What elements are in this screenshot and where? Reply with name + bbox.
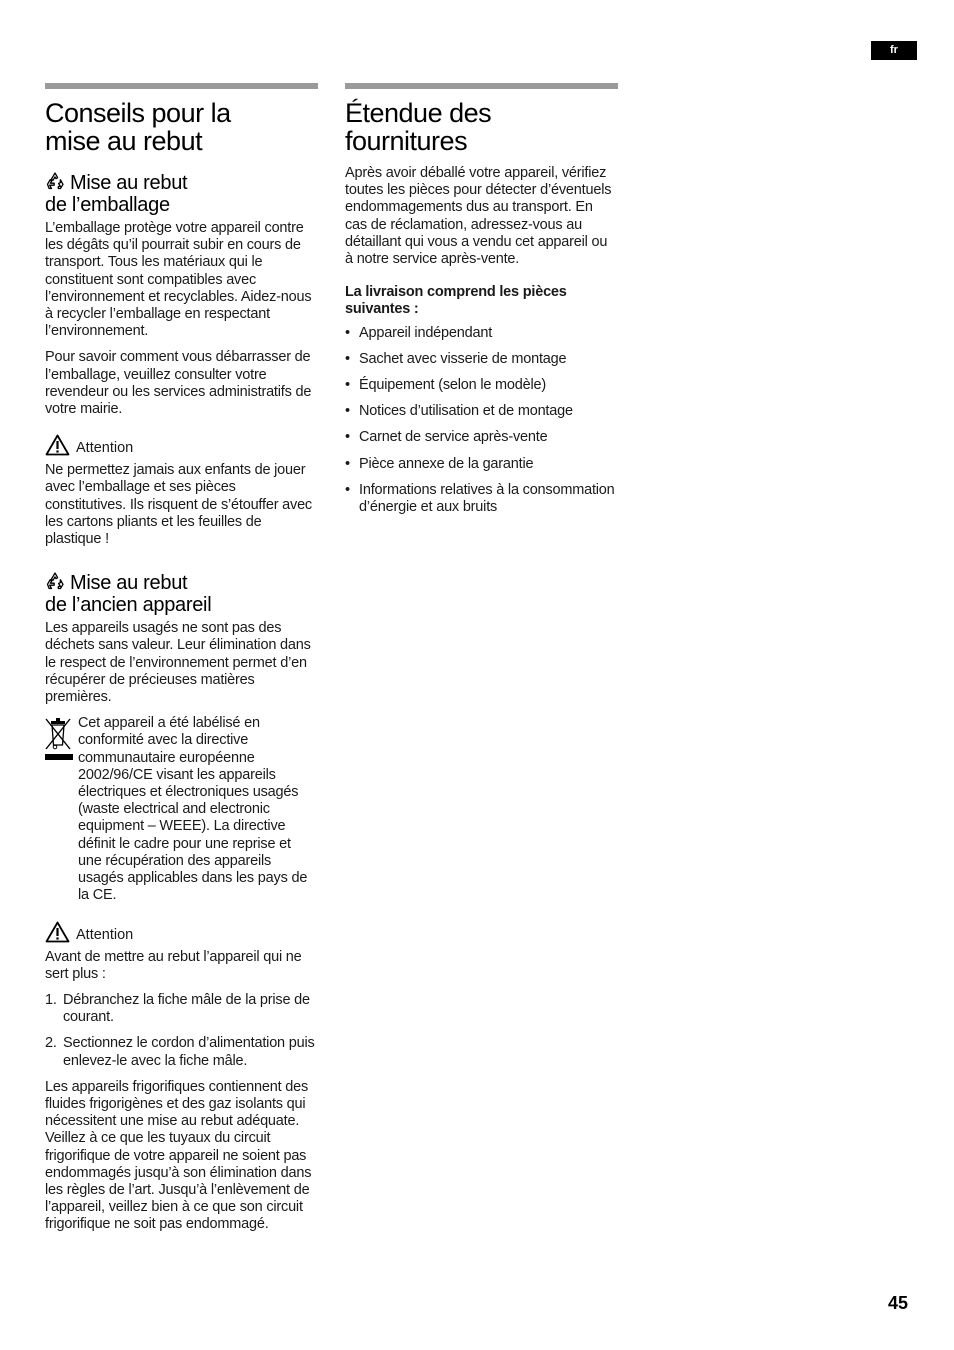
warning-icon <box>45 434 70 456</box>
warning-icon <box>45 921 70 943</box>
list-item: • Carnet de service après-vente <box>345 429 548 446</box>
paragraph: Après avoir déballé votre appareil, vérifiez toutes les pièces pour détecter d’éventuels endommagements dus au transport. En cas de réclamation, adressez-vous au détaillant qui vous a vendu cet appareil ou à notre service après-vente. <box>345 165 612 268</box>
list-item: • Équipement (selon le modèle) <box>345 377 547 394</box>
list-item: 2. Sectionnez le cordon d’alimentation puis enlevez-le avec la fiche mâle. <box>45 1035 315 1069</box>
recycle-icon <box>45 571 65 591</box>
language-tag: fr <box>871 41 917 60</box>
paragraph: Pour savoir comment vous débarrasser de l’emballage, veuillez consulter votre revendeur ou les services administratifs de votre mairie. <box>45 349 312 418</box>
page-number: 45 <box>887 1293 908 1313</box>
disposal-steps <box>45 992 318 1070</box>
right-column <box>345 83 618 525</box>
weee-text: Cet appareil a été labélisé en conformité avec la directive communautaire européenne 2002/96/CE visant les appareils électriques et électroniques usagés (waste electrical and electronic equipment – WEEE). La directive définit le cadre pour une reprise et une récupération des appareils usagés applicables dans les pays de la CE. <box>78 715 308 904</box>
attention-text: Ne permettez jamais aux enfants de jouer avec l’emballage et ses pièces constitutives. Ils risquent de s’étouffer avec les cartons pliants et les feuilles de plastique ! <box>45 462 312 548</box>
list-item: • Pièce annexe de la garantie <box>345 455 534 472</box>
list-item: • Appareil indépendant <box>345 324 493 341</box>
left-column <box>45 83 318 1243</box>
heading-packaging-disposal: Mise au rebut de l’emballage <box>45 172 188 216</box>
attention-block <box>45 434 318 456</box>
paragraph: Les appareils frigorifiques contiennent des fluides frigorigènes et des gaz isolants qui nécessitent une mise au rebut adéquate. Veillez à ce que les tuyaux du circuit frigorifique de votre appareil ne soient pas endommagés jusqu’à son élimination dans les règles de l’art. Jusqu’à l’enlèvement de l’appareil, veillez bien à ce que son circuit frigorifique ne soit pas endommagé. <box>45 1078 312 1233</box>
section-packaging-disposal <box>45 171 318 548</box>
list-intro: La livraison comprend les pièces suivantes : <box>345 284 567 318</box>
section-rule <box>45 83 318 89</box>
weee-notice <box>45 715 318 904</box>
page-title-disposal: Conseils pour la mise au rebut <box>45 98 231 156</box>
attention-block <box>45 921 318 943</box>
attention-label: Attention <box>76 440 134 457</box>
list-item: • Informations relatives à la consommation d’énergie et aux bruits <box>345 481 615 516</box>
list-item: • Notices d’utilisation et de montage <box>345 403 573 420</box>
paragraph: Les appareils usagés ne sont pas des déchets sans valeur. Leur élimination dans le respect de l’environnement permet d’en récupérer de précieuses matières premières. <box>45 620 311 706</box>
attention-label: Attention <box>76 926 134 943</box>
paragraph: L’emballage protège votre appareil contre les dégâts qu’il pourrait subir en cours de transport. Tous les matériaux qui le constituent sont compatibles avec l’environnement et recyclables. Aidez-nous à recycler l’emballage en respectant l’environnement. <box>45 220 312 340</box>
list-item: • Sachet avec visserie de montage <box>345 350 567 367</box>
heading-old-appliance-disposal: Mise au rebut de l’ancien appareil <box>45 572 212 617</box>
section-rule <box>345 83 618 89</box>
list-item: 1. Débranchez la fiche mâle de la prise de courant. <box>45 991 310 1026</box>
crossed-bin-icon <box>45 715 73 761</box>
attention-intro: Avant de mettre au rebut l’appareil qui ne sert plus : <box>45 948 302 982</box>
page-title-delivery: Étendue des fournitures <box>345 98 492 156</box>
recycle-icon <box>45 171 65 191</box>
section-old-appliance-disposal <box>45 571 318 1233</box>
delivery-items <box>345 325 618 517</box>
